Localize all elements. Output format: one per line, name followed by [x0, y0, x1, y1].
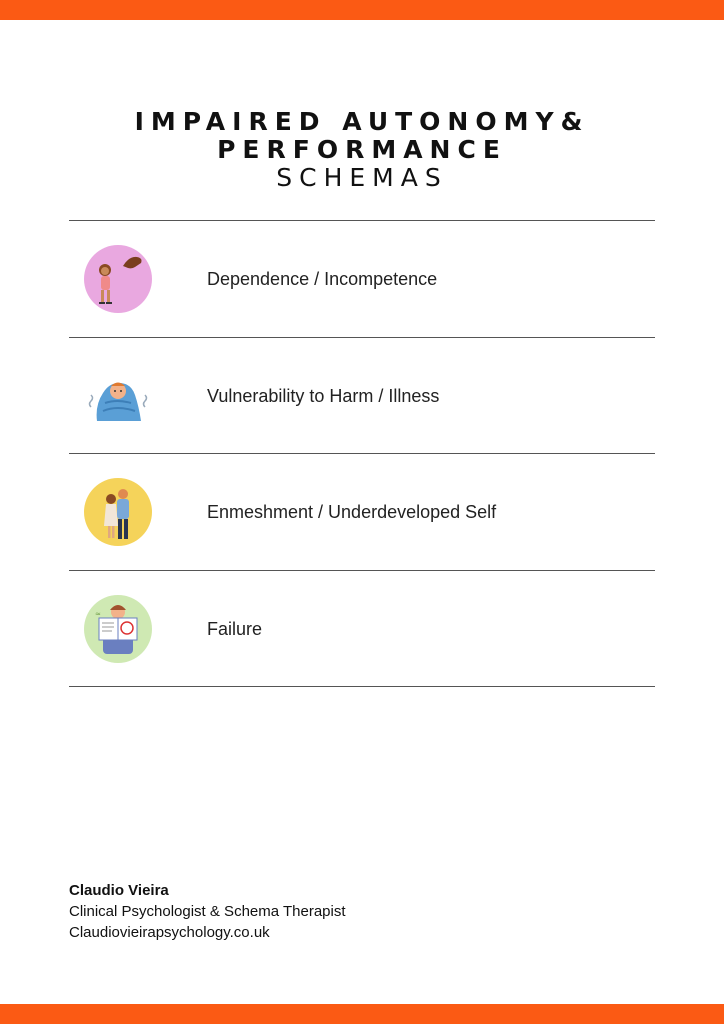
schema-label: Failure [207, 619, 263, 639]
clinging-couple-icon [83, 477, 153, 547]
schema-label: Vulnerability to Harm / Illness [207, 386, 440, 406]
author-name: Claudio Vieira [69, 882, 169, 899]
schema-item-failure [69, 571, 655, 687]
schema-item-enmeshment [69, 454, 655, 570]
title-line-1: IMPAIRED AUTONOMY& [134, 107, 590, 136]
page-title [0, 108, 724, 192]
schema-label: Dependence / Incompetence [207, 269, 438, 289]
author-footer [69, 880, 346, 943]
top-accent-bar [0, 0, 724, 20]
failed-paper-person-icon [83, 594, 153, 664]
title-line-2: PERFORMANCE [217, 135, 507, 164]
schema-label: Enmeshment / Underdeveloped Self [207, 502, 497, 522]
schema-item-dependence [69, 221, 655, 337]
svg-text:≈: ≈ [95, 610, 101, 618]
divider [69, 686, 655, 687]
author-website[interactable]: Claudiovieirapsychology.co.uk [69, 924, 270, 941]
dependence-illustration-icon [83, 244, 153, 314]
sick-blanket-person-icon [83, 361, 153, 431]
author-role: Clinical Psychologist & Schema Therapist [69, 903, 346, 920]
title-line-3: SCHEMAS [276, 163, 448, 192]
bottom-accent-bar [0, 1004, 724, 1024]
schema-item-vulnerability [69, 338, 655, 454]
